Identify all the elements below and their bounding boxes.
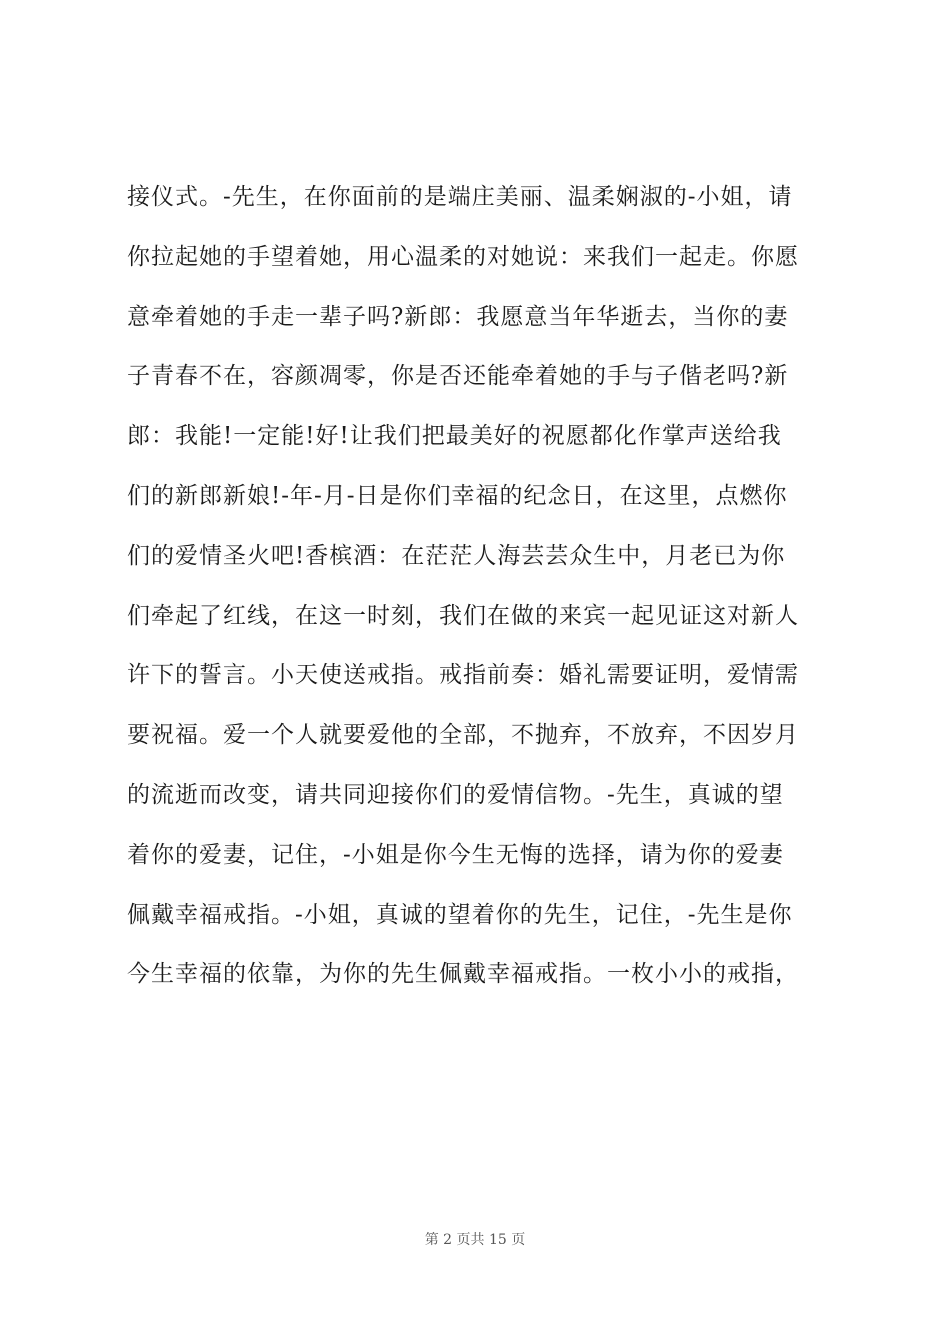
text-line: 许下的誓言。小天使送戒指。戒指前奏：婚礼需要证明，爱情需 (127, 662, 799, 689)
text-line: 们牵起了红线，在这一时刻，我们在做的来宾一起见证这对新人 (127, 602, 799, 629)
text-line: 着你的爱妻，记住，-小姐是你今生无悔的选择，请为你的爱妻 (127, 841, 784, 868)
body-text (127, 168, 847, 1005)
text-line: 今生幸福的依靠，为你的先生佩戴幸福戒指。一枚小小的戒指， (127, 961, 799, 988)
text-line: 们的爱情圣火吧!香槟酒：在茫茫人海芸芸众生中，月老已为你 (127, 542, 786, 569)
text-line: 要祝福。爱一个人就要爱他的全部，不抛弃，不放弃，不因岁月 (127, 722, 799, 749)
text-line: 接仪式。-先生，在你面前的是端庄美丽、温柔娴淑的-小姐，请 (127, 184, 793, 210)
text-line: 郎：我能!一定能!好!让我们把最美好的祝愿都化作掌声送给我 (127, 423, 782, 450)
text-line: 你拉起她的手望着她，用心温柔的对她说：来我们一起走。你愿 (127, 243, 799, 270)
text-line: 佩戴幸福戒指。-小姐，真诚的望着你的先生，记住，-先生是你 (127, 901, 793, 928)
text-line: 的流逝而改变，请共同迎接你们的爱情信物。-先生，真诚的望 (127, 781, 784, 808)
text-line: 们的新郎新娘!-年-月-日是你们幸福的纪念日，在这里，点燃你 (127, 482, 788, 509)
text-line: 子青春不在，容颜凋零，你是否还能牵着她的手与子偕老吗?新 (127, 363, 789, 390)
page-number: 第 2 页共 15 页 (424, 1232, 526, 1248)
text-line: 意牵着她的手走一辈子吗?新郎：我愿意当年华逝去，当你的妻 (127, 303, 789, 330)
